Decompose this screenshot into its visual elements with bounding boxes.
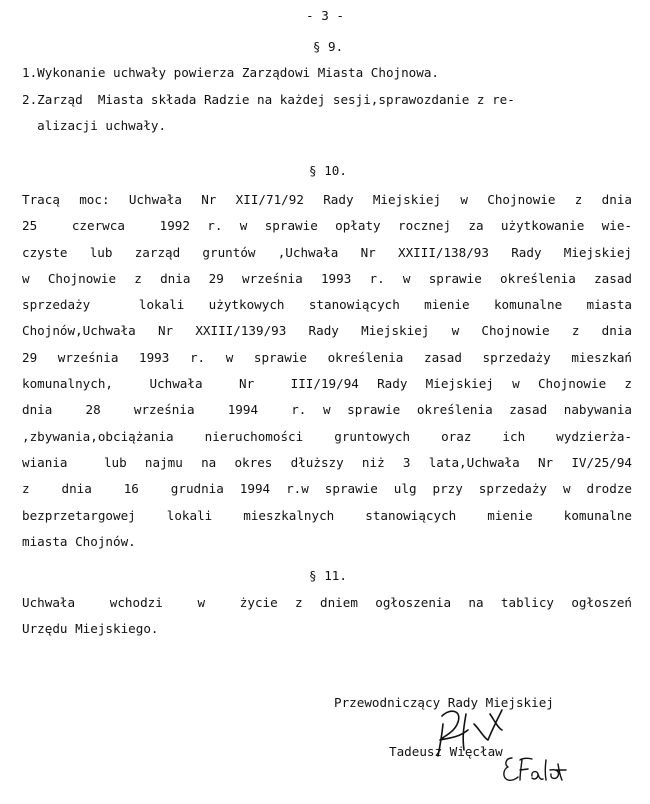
section-11-paragraph: [22, 590, 632, 643]
section-10-line: 25 czerwca 1992 r. w sprawie opłaty rocznej za użytkowanie wie-: [22, 218, 632, 234]
section-11-line: Urzędu Miejskiego.: [22, 621, 159, 637]
section-10-line: czyste lub zarząd gruntów ,Uchwała Nr XXIII/138/93 Rady Miejskiej: [22, 244, 632, 260]
section-9-item-2-continuation: alizacji uchwały.: [22, 118, 167, 133]
signatory-name: Tadeusz Więcław: [389, 744, 503, 759]
section-11-line: Uchwała wchodzi w życie z dniem ogłoszenia na tablicy ogłoszeń: [22, 595, 632, 610]
section-10-line: Chojnów,Uchwała Nr XXIII/139/93 Rady Miejskiej w Chojnowie z dnia: [22, 323, 632, 339]
page-number: - 3 -: [306, 8, 344, 23]
handwritten-initials: [498, 752, 570, 786]
section-10-line: 29 września 1993 r. w sprawie określenia zasad sprzedaży mieszkań: [22, 349, 632, 365]
section-10-line: sprzedaży lokali użytkowych stanowiących mienie komunalne miasta: [22, 297, 632, 313]
section-10-line: wiania lub najmu na okres dłuższy niż 3 lata,Uchwała Nr IV/25/94: [22, 454, 632, 470]
section-9-heading: § 9.: [312, 39, 344, 54]
section-10-line: w Chojnowie z dnia 29 września 1993 r. w sprawie określenia zasad: [22, 270, 632, 286]
section-10-line: dnia 28 września 1994 r. w sprawie określenia zasad nabywania: [22, 402, 632, 418]
section-9-item-2: 2.Zarząd Miasta składa Radzie na każdej sesji,sprawozdanie z re-: [22, 92, 515, 107]
section-10-line: miasta Chojnów.: [22, 533, 136, 549]
section-10-line: komunalnych, Uchwała Nr III/19/94 Rady Miejskiej w Chojnowie z: [22, 376, 632, 392]
section-9-item-1: 1.Wykonanie uchwały powierza Zarządowi Miasta Chojnowa.: [22, 65, 440, 80]
section-10-line: bezprzetargowej lokali mieszkalnych stanowiących mienie komunalne: [22, 507, 632, 523]
signatory-title: Przewodniczący Rady Miejskiej: [334, 695, 554, 710]
section-10-paragraph: [22, 187, 632, 555]
section-11-heading: § 11.: [309, 568, 347, 583]
section-10-line: Tracą moc: Uchwała Nr XII/71/92 Rady Miejskiej w Chojnowie z dnia: [22, 192, 632, 207]
section-10-line: ,zbywania,obciążania nieruchomości gruntowych oraz ich wydzierża-: [22, 428, 632, 444]
section-10-line: z dnia 16 grudnia 1994 r.w sprawie ulg przy sprzedaży w drodze: [22, 481, 632, 497]
section-10-heading: § 10.: [309, 163, 347, 178]
